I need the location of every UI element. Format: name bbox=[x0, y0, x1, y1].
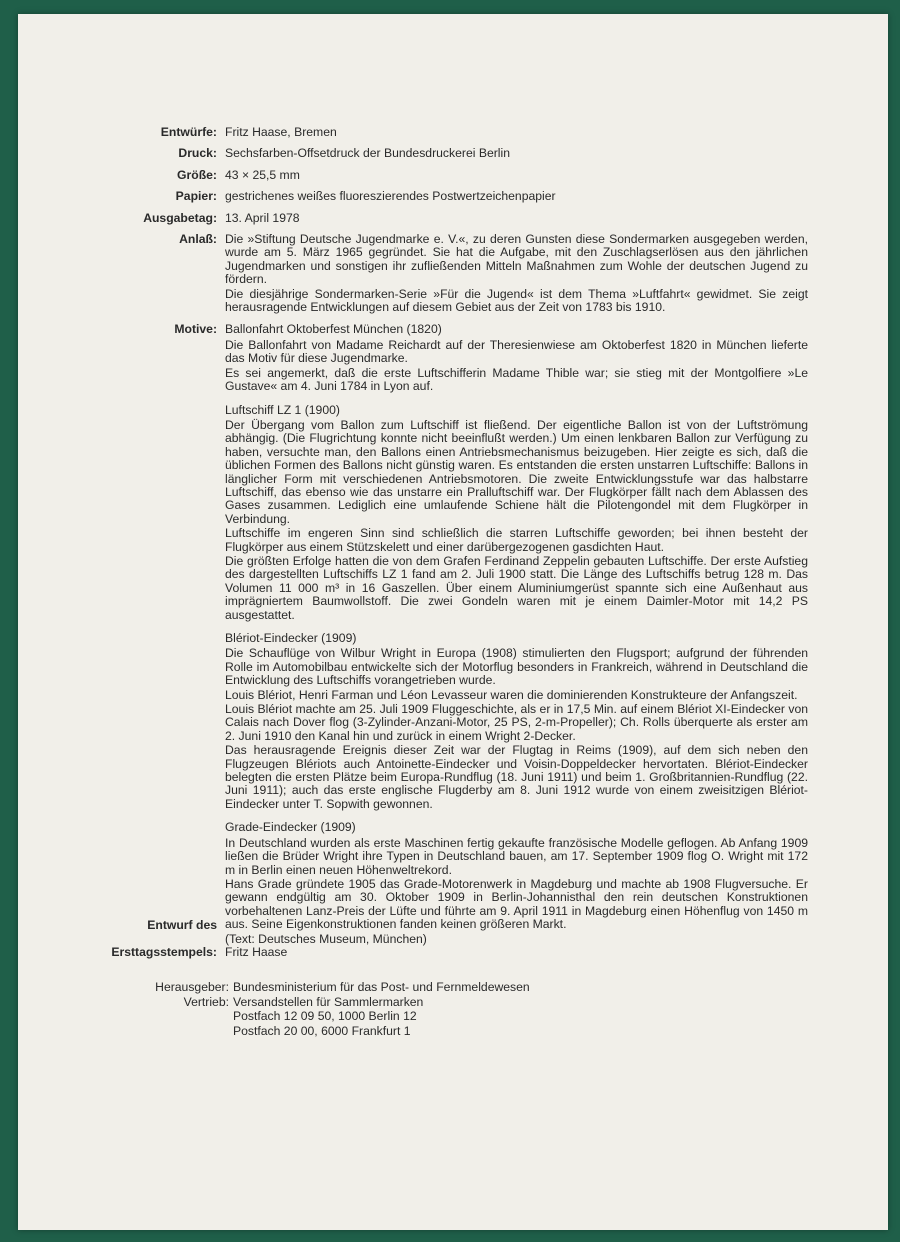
motif-paragraph: Die Ballonfahrt von Madame Reichardt auf der Theresienwiese am Oktoberfest 1820 in München lieferte das Motiv für diese Jugendmarke. bbox=[225, 337, 808, 366]
ersttagsstempel-label-line2: Ersttagsstempels: bbox=[111, 944, 217, 959]
motif-bleriot bbox=[225, 632, 808, 811]
herausgeber-value: Bundesministerium für das Post- und Fernmeldewesen bbox=[233, 980, 530, 995]
anlass-label: Anlaß: bbox=[179, 232, 217, 247]
groesse-row bbox=[108, 169, 808, 182]
anlass-paragraph: Die diesjährige Sondermarken-Serie »Für die Jugend« ist dem Thema »Luftfahrt« gewidmet. Sie zeigt herausragende Entwicklungen auf diesem Gebiet aus der Zeit von 1783 bis 1910. bbox=[225, 286, 808, 315]
entwuerfe-value: Fritz Haase, Bremen bbox=[225, 125, 337, 139]
ausgabetag-value: 13. April 1978 bbox=[225, 210, 300, 225]
druck-value: Sechsfarben-Offsetdruck der Bundesdruckerei Berlin bbox=[225, 146, 510, 161]
ausgabetag-row bbox=[108, 212, 808, 225]
anlass-paragraph: Die »Stiftung Deutsche Jugendmarke e. V.«, zu deren Gunsten diese Sondermarken ausgegeben werden, wurde am 5. März 1965 gegründet. Sie hat die Aufgabe, mit den Zuschlagserlösen aus den jährlichen Jugendmarken und sonstigen ihr zufließenden Mitteln Maßnahmen zum Wohle der deutschen Jugend zu fördern. bbox=[225, 232, 808, 287]
motif-title: Blériot-Eindecker (1909) bbox=[225, 631, 357, 645]
anlass-text bbox=[225, 233, 808, 315]
text-credit: (Text: Deutsches Museum, München) bbox=[225, 931, 427, 946]
groesse-value: 43 × 25,5 mm bbox=[225, 167, 300, 182]
druck-label: Druck: bbox=[178, 146, 217, 161]
druck-row bbox=[108, 147, 808, 160]
motif-paragraph: Louis Blériot, Henri Farman und Léon Levasseur waren die dominierenden Konstrukteure der Anfangszeit. bbox=[225, 687, 798, 702]
motive-list bbox=[225, 323, 808, 932]
motif-paragraph: Die größten Erfolge hatten die von dem Grafen Ferdinand Zeppelin gebauten Luftschiffe. Der erste Aufstieg des dargestellten Luftschiffs LZ 1 fand am 2. Juli 1900 statt. Die Länge des Luftschiffs betrug 128 m. Das Volumen 11 000 m³ in 16 Gaszellen. Über einem Aluminiumgerüst spannte sich eine Außenhaut aus imprägniertem Baumwollstoff. Die zwei Gondeln waren mit je einem Daimler-Motor mit 14,2 PS ausgestattet. bbox=[225, 553, 808, 622]
herausgeber-label: Herausgeber: bbox=[155, 980, 229, 995]
ausgabetag-label: Ausgabetag: bbox=[143, 210, 217, 225]
footer bbox=[108, 981, 808, 1039]
vertrieb-line: Postfach 12 09 50, 1000 Berlin 12 bbox=[233, 1009, 417, 1024]
motive-label: Motive: bbox=[174, 322, 217, 337]
papier-value: gestrichenes weißes fluoreszierendes Postwertzeichenpapier bbox=[225, 189, 556, 204]
motif-paragraph: Die Schauflüge von Wilbur Wright in Europa (1908) stimulierten den Flugsport; aufgrund der führenden Rolle im Automobilbau entwickelte sich der Motorflug besonders in Frankreich, während in Deutschland die Entwicklung des Luftschiffs vorangetrieben wurde. bbox=[225, 646, 808, 688]
ersttagsstempel-label-line1: Entwurf des bbox=[147, 918, 217, 933]
motif-paragraph: Luftschiffe im engeren Sinn sind schließlich die starren Luftschiffe geworden; bei ihnen besteht der Flugkörper aus einem Stützskelett und einer darübergezogenen gasdichten Haut. bbox=[225, 526, 808, 554]
groesse-label: Größe: bbox=[177, 167, 217, 182]
entwuerfe-row bbox=[108, 126, 808, 139]
motif-luftschiff bbox=[225, 404, 808, 623]
motif-paragraph: Louis Blériot machte am 25. Juli 1909 Fluggeschichte, als er in 17,5 Min. auf einem Blériot XI-Eindecker von Calais nach Dover flog (3-Zylinder-Anzani-Motor, 25 PS, 2-m-Propeller); Ch. Rolls überquerte als erster am 2. Juni 1910 den Kanal hin und zurück in einem Wright 2-Decker. bbox=[225, 702, 808, 743]
vertrieb-line: Postfach 20 00, 6000 Frankfurt 1 bbox=[233, 1023, 411, 1038]
motif-paragraph: Der Übergang vom Ballon zum Luftschiff ist fließend. Der eigentliche Ballon ist von der Luftströmung abhängig. (Die Flugrichtung konnte nicht beeinflußt werden.) Um einen lenkbaren Ballon zur Verfügung zu haben, versuchte man, den Ballons einen Antriebsmechanismus beizugeben. Hier zeigte es sich, daß die üblichen Formen des Ballons nicht günstig waren. Es entstanden die ersten unstarren Luftschiffe: Ballons in länglicher Form mit verschiedenen Antriebsmotoren. Die zweite Entwicklungsstufe war das halbstarre Luftschiff, das ebenso wie das unstarre ein Pralluftschiff war. Der Flugkörper fällt nach dem Ablassen des Gases zusammen. Lediglich eine umlaufende Schiene hält die Pilotengondel mit dem Flugkörper in Verbindung. bbox=[225, 417, 808, 526]
motif-paragraph: Hans Grade gründete 1905 das Grade-Motorenwerk in Magdeburg und machte ab 1908 Flugversuche. Er gewann endgültig am 30. Oktober 1909 in Berlin-Johannisthal den rein deutschen Konstruktionen vorbehaltenen Lanz-Preis der Lüfte und führte am 9. April 1911 in Magdeburg einen Höhenflug von 1450 m aus. Seine Eigenkonstruktionen fanden keinen größeren Markt. bbox=[225, 876, 808, 932]
papier-row bbox=[108, 190, 808, 203]
motif-paragraph: In Deutschland wurden als erste Maschinen fertig gekaufte französische Modelle geflogen. Ab Anfang 1909 ließen die Brüder Wright ihre Typen in Deutschland bauen, am 17. September 1909 flog O. Wright mit 172 m in Berlin einen neuen Höhenweltrekord. bbox=[225, 835, 808, 877]
vertrieb-label: Vertrieb: bbox=[183, 994, 229, 1009]
motif-grade bbox=[225, 821, 808, 931]
motif-title: Grade-Eindecker (1909) bbox=[225, 820, 356, 835]
motif-ballonfahrt bbox=[225, 323, 808, 393]
ersttagsstempel-label bbox=[108, 933, 225, 960]
papier-label: Papier: bbox=[175, 189, 217, 204]
herausgeber-row bbox=[108, 981, 808, 994]
ersttagsstempel-value: Fritz Haase bbox=[225, 944, 288, 959]
motif-title: Ballonfahrt Oktoberfest München (1820) bbox=[225, 322, 442, 337]
sheet-content bbox=[108, 126, 808, 1039]
motive-row bbox=[108, 323, 808, 932]
motif-paragraph: Es sei angemerkt, daß die erste Luftschifferin Madame Thible war; sie stieg mit der Montgolfiere »Le Gustave« am 4. Juni 1784 in Lyon auf. bbox=[225, 365, 808, 394]
anlass-row bbox=[108, 233, 808, 315]
ersttagsstempel-row bbox=[108, 933, 808, 960]
motif-title: Luftschiff LZ 1 (1900) bbox=[225, 402, 340, 417]
vertrieb-line: Versandstellen für Sammlermarken bbox=[233, 994, 424, 1009]
motif-paragraph: Das herausragende Ereignis dieser Zeit war der Flugtag in Reims (1909), auf dem sich neben den Flugzeugen Blériots auch Antoinette-Eindecker und Voisin-Doppeldecker hervortaten. Blériot-Eindecker belegten die ersten Plätze beim Europa-Rundflug (18. Juni 1911) und beim 1. Großbritannien-Rundflug (22. Juni 1911); auch das erste englische Flugderby am 8. Juni 1912 wurde von einem zweisitzigen Blériot-Eindecker unter T. Sopwith gewonnen. bbox=[225, 743, 808, 811]
information-sheet bbox=[18, 14, 888, 1230]
vertrieb-lines bbox=[233, 996, 808, 1039]
vertrieb-row bbox=[108, 996, 808, 1039]
entwuerfe-label: Entwürfe: bbox=[160, 125, 217, 139]
